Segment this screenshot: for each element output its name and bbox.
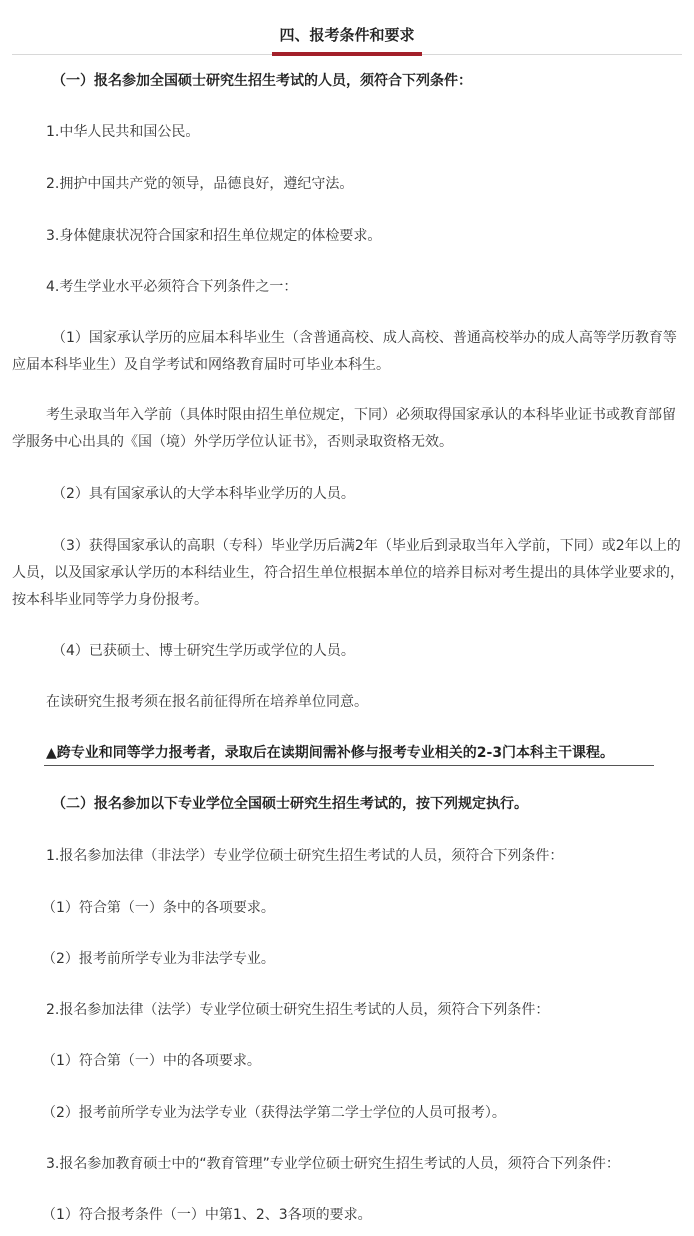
sub-condition-item: （2）具有国家承认的大学本科毕业学历的人员。	[52, 486, 355, 502]
condition-item: 3.报名参加教育硕士中的“教育管理”专业学位硕士研究生招生考试的人员，须符合下列条件：	[46, 1156, 620, 1172]
sub-condition-item: （1）符合第（一）中的各项要求。	[42, 1053, 261, 1069]
condition-item: 1.报名参加法律（非法学）专业学位硕士研究生招生考试的人员，须符合下列条件：	[46, 848, 564, 864]
sub-condition-item: （1）国家承认学历的应届本科毕业生（含普通高校、成人高校、普通高校举办的成人高等学历教育等应届本科毕业生）及自学考试和网络教育届时可毕业本科生。	[12, 330, 677, 373]
sub-condition-item: （1）符合报考条件（一）中第1、2、3各项的要求。	[42, 1207, 372, 1223]
sub-condition-item: （2）报考前所学专业为法学专业（获得法学第二学士学位的人员可报考）。	[42, 1105, 506, 1121]
highlight-underline	[44, 765, 654, 766]
sub-condition-item: （3）获得国家承认的高职（专科）毕业学历后满2年（毕业后到录取当年入学前，下同）或2年以上的人员，以及国家承认学历的本科结业生，符合招生单位根据本单位的培养目标对考生提出的具体学业要求的，按本科毕业同等学力身份报考。	[12, 538, 684, 608]
condition-item: 2.拥护中国共产党的领导，品德良好，遵纪守法。	[46, 176, 354, 192]
note-paragraph: 在读研究生报考须在报名前征得所在培养单位同意。	[46, 694, 368, 710]
header-accent-bar	[272, 52, 422, 56]
condition-item: 3.身体健康状况符合国家和招生单位规定的体检要求。	[46, 228, 382, 244]
section-header	[0, 0, 694, 60]
subsection-heading-1: （一）报名参加全国硕士研究生招生考试的人员，须符合下列条件：	[52, 73, 472, 89]
condition-item: 2.报名参加法律（法学）专业学位硕士研究生招生考试的人员，须符合下列条件：	[46, 1002, 550, 1018]
highlight-note: ▲跨专业和同等学力报考者，录取后在读期间需补修与报考专业相关的2-3门本科主干课程。	[46, 745, 615, 761]
condition-item: 4.考生学业水平必须符合下列条件之一：	[46, 279, 298, 295]
sub-condition-item: （2）报考前所学专业为非法学专业。	[42, 951, 275, 967]
note-paragraph: 考生录取当年入学前（具体时限由招生单位规定，下同）必须取得国家承认的本科毕业证书或教育部留学服务中心出具的《国（境）外学历学位认证书》，否则录取资格无效。	[12, 407, 676, 450]
subsection-heading-2: （二）报名参加以下专业学位全国硕士研究生招生考试的，按下列规定执行。	[52, 796, 528, 812]
sub-condition-item: （4）已获硕士、博士研究生学历或学位的人员。	[52, 643, 355, 659]
sub-condition-item: （1）符合第（一）条中的各项要求。	[42, 900, 275, 916]
section-title: 四、报考条件和要求	[279, 26, 415, 44]
condition-item: 1.中华人民共和国公民。	[46, 124, 200, 140]
